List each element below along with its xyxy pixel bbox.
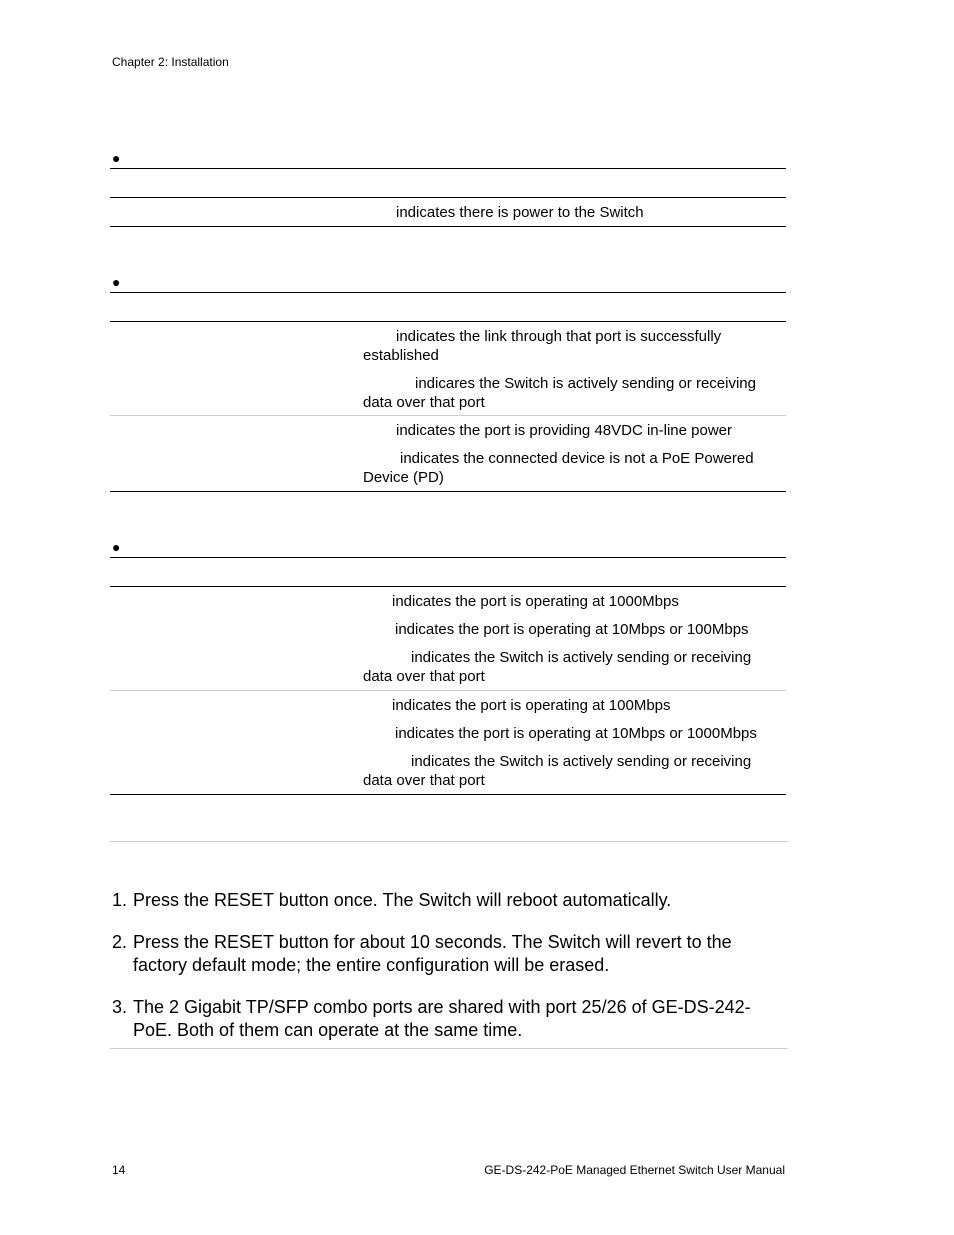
table-cell-description: indicates the port is operating at 1000Mbps xyxy=(392,593,679,610)
table-row-divider xyxy=(110,690,786,691)
bullet-marker: ● xyxy=(112,539,121,555)
table-cell-description: indicates the port is operating at 10Mbps or 1000Mbps xyxy=(395,725,757,742)
bullet-marker: ● xyxy=(112,150,121,166)
table-rule xyxy=(110,168,786,169)
table-cell-description: indicates the Switch is actively sending or receiving data over that port xyxy=(363,649,752,685)
table-rule xyxy=(110,794,786,795)
table-cell-description: indicates the connected device is not a PoE Powered Device (PD) xyxy=(363,450,754,486)
step-number: 3. xyxy=(112,997,128,1017)
bullet-marker: ● xyxy=(112,274,121,290)
table-cell-description: indicates the port is operating at 100Mbps xyxy=(392,697,671,714)
table-rule xyxy=(110,226,786,227)
table-cell-description: indicates the port is operating at 10Mbps or 100Mbps xyxy=(395,621,749,638)
table-cell-description: indicates there is power to the Switch xyxy=(396,204,644,221)
note-divider xyxy=(110,841,788,842)
page-number: 14 xyxy=(112,1163,126,1177)
table-rule xyxy=(110,586,786,587)
step-number: 1. xyxy=(112,890,128,910)
table-cell-description: indicates the link through that port is successfully established xyxy=(363,328,722,364)
table-cell-description: indicares the Switch is actively sending or receiving data over that port xyxy=(363,375,756,411)
reset-steps-list xyxy=(112,889,792,1042)
manual-title: GE-DS-242-PoE Managed Ethernet Switch User Manual xyxy=(484,1163,785,1177)
table-rule xyxy=(110,292,786,293)
table-cell-description: indicates the Switch is actively sending or receiving data over that port xyxy=(363,753,752,789)
list-item xyxy=(112,931,792,977)
table-rule xyxy=(110,491,786,492)
page-header: Chapter 2: Installation xyxy=(112,55,229,69)
step-number: 2. xyxy=(112,932,128,952)
step-text: Press the RESET button for about 10 seconds. The Switch will revert to the factory default mode; the entire configuration will be erased. xyxy=(133,932,732,975)
table-rule xyxy=(110,321,786,322)
table-rule xyxy=(110,197,786,198)
step-text: The 2 Gigabit TP/SFP combo ports are shared with port 25/26 of GE-DS-242-PoE. Both of them can operate at the same time. xyxy=(133,997,751,1040)
table-row-divider xyxy=(110,415,786,416)
list-item xyxy=(112,996,792,1042)
table-rule xyxy=(110,557,786,558)
table-cell-description: indicates the port is providing 48VDC in-line power xyxy=(396,422,733,439)
note-divider xyxy=(110,1048,788,1049)
list-item xyxy=(112,889,792,912)
step-text: Press the RESET button once. The Switch will reboot automatically. xyxy=(133,890,672,910)
